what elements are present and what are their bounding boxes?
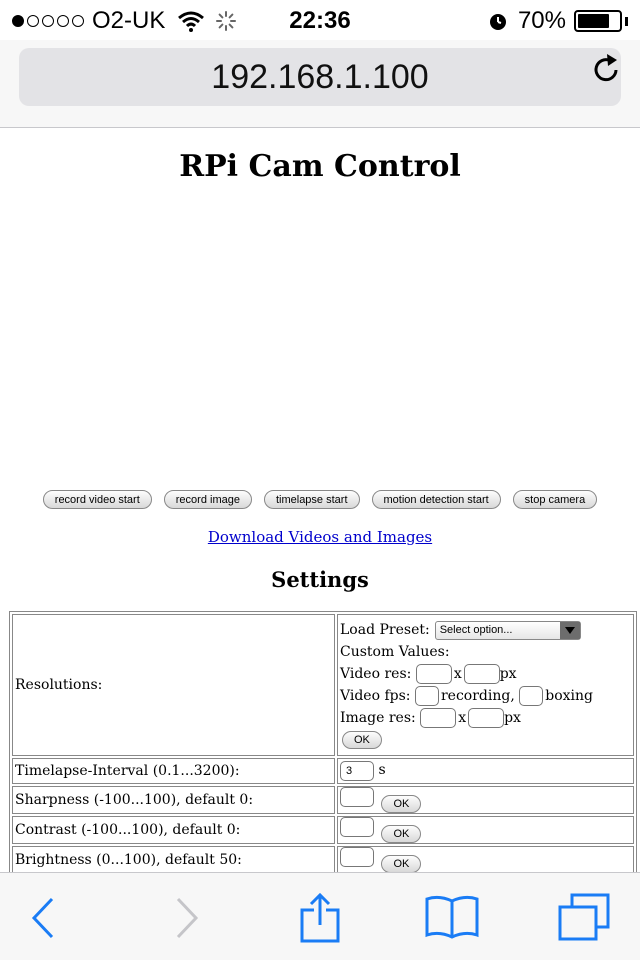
reload-icon[interactable]	[590, 52, 624, 86]
stop-camera-button[interactable]: stop camera	[513, 490, 598, 509]
image-width-input[interactable]	[420, 708, 456, 728]
sharpness-label: Sharpness (-100...100), default 0:	[12, 786, 335, 814]
video-fps-label: Video fps:	[340, 688, 411, 704]
browser-address-bar	[0, 40, 640, 128]
image-res-label: Image res:	[340, 710, 416, 726]
page-title: RPi Cam Control	[179, 149, 461, 184]
times-sign: x	[458, 710, 467, 726]
recording-label: recording,	[440, 688, 515, 704]
image-height-input[interactable]	[468, 708, 504, 728]
timelapse-interval-label: Timelapse-Interval (0.1...3200):	[12, 758, 335, 784]
brightness-label: Brightness (0...100), default 50:	[12, 846, 335, 872]
times-sign: x	[453, 666, 462, 682]
px-unit: px	[499, 666, 517, 682]
timelapse-start-button[interactable]: timelapse start	[264, 490, 360, 509]
table-row	[12, 816, 634, 844]
custom-values-label: Custom Values:	[340, 644, 450, 660]
px-unit: px	[504, 710, 521, 726]
settings-table	[9, 611, 637, 872]
alarm-icon	[488, 10, 508, 32]
recording-fps-input[interactable]	[415, 686, 439, 706]
table-row	[12, 786, 634, 814]
url-field[interactable]: 192.168.1.100	[19, 48, 621, 106]
status-bar	[0, 0, 640, 40]
video-height-input[interactable]	[464, 664, 500, 684]
camera-button-row	[0, 490, 640, 509]
record-image-button[interactable]: record image	[164, 490, 252, 509]
motion-detection-start-button[interactable]: motion detection start	[372, 490, 501, 509]
video-res-label: Video res:	[340, 666, 412, 682]
preset-select[interactable]: Select option...	[435, 621, 581, 640]
battery-icon	[574, 10, 622, 32]
bookmarks-icon[interactable]	[424, 893, 480, 943]
chevron-down-icon	[560, 622, 580, 639]
web-page	[0, 129, 640, 872]
timelapse-interval-input[interactable]: 3	[340, 761, 374, 781]
share-icon[interactable]	[292, 893, 348, 943]
table-row	[12, 846, 634, 872]
resolutions-controls	[337, 614, 634, 756]
brightness-input[interactable]	[340, 847, 374, 867]
contrast-ok-button[interactable]: OK	[381, 825, 421, 843]
tabs-icon[interactable]	[556, 893, 612, 943]
brightness-ok-button[interactable]: OK	[381, 855, 421, 872]
clock: 22:36	[289, 7, 351, 34]
download-link[interactable]: Download Videos and Images	[207, 528, 433, 546]
browser-toolbar	[0, 872, 640, 960]
contrast-label: Contrast (-100...100), default 0:	[12, 816, 335, 844]
sharpness-ok-button[interactable]: OK	[381, 795, 421, 813]
resolutions-label: Resolutions:	[12, 614, 335, 756]
contrast-input[interactable]	[340, 817, 374, 837]
resolutions-ok-button[interactable]: OK	[342, 731, 382, 749]
forward-icon[interactable]	[158, 893, 214, 943]
sharpness-input[interactable]	[340, 787, 374, 807]
record-video-start-button[interactable]: record video start	[43, 490, 152, 509]
table-row	[12, 614, 634, 756]
video-width-input[interactable]	[416, 664, 452, 684]
boxing-fps-input[interactable]	[519, 686, 543, 706]
load-preset-label: Load Preset:	[340, 622, 430, 638]
carrier-name: O2-UK	[92, 7, 166, 34]
boxing-label: boxing	[545, 688, 593, 704]
table-row	[12, 758, 634, 784]
back-icon[interactable]	[16, 893, 72, 943]
seconds-unit: s	[378, 762, 386, 778]
settings-heading: Settings	[271, 567, 369, 592]
battery-percent: 70%	[517, 7, 566, 34]
